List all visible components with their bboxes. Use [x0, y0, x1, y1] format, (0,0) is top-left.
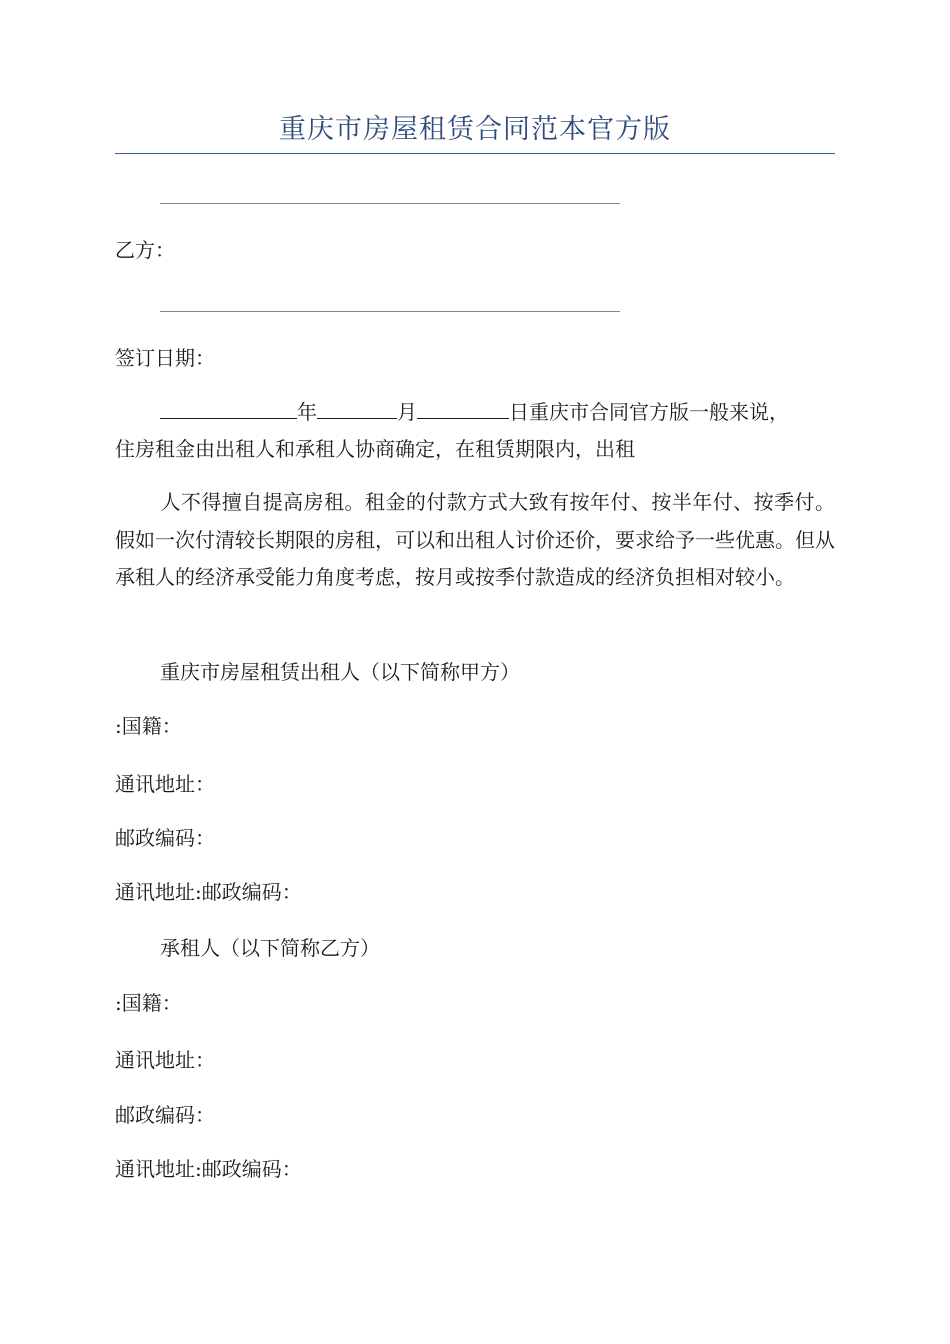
year-blank — [160, 398, 297, 419]
lessor-postcode: 邮政编码： — [115, 826, 215, 850]
sign-date-label: 签订日期： — [115, 346, 215, 370]
document-title: 重庆市房屋租赁合同范本官方版 — [279, 114, 671, 145]
lessee-address: 通讯地址： — [115, 1048, 215, 1072]
month-label: 月 — [397, 400, 417, 424]
rent-paragraph — [115, 484, 835, 597]
rent-paragraph-text: 人不得擅自提高房租。租金的付款方式大致有按年付、按半年付、按季付。假如一次付清较长期限的房租，可以和出租人讨价还价，要求给予一些优惠。但从承租人的经济承受能力角度考虑，按月或按季付款造成的经济负担相对较小。 — [115, 490, 835, 589]
month-blank — [317, 398, 397, 419]
date-fill-line — [160, 398, 835, 425]
lessee-address-postcode: 通讯地址:邮政编码： — [115, 1157, 302, 1181]
day-text: 日重庆市合同官方版一般来说， — [509, 400, 789, 424]
year-label: 年 — [297, 400, 317, 424]
lessor-heading: 重庆市房屋租赁出租人（以下简称甲方） — [160, 660, 520, 684]
lessor-address-postcode: 通讯地址:邮政编码： — [115, 880, 302, 904]
party-a-blank-line — [160, 203, 620, 204]
party-b-label: 乙方： — [115, 238, 175, 262]
title-underline — [115, 153, 835, 154]
lessor-nationality: :国籍： — [115, 714, 182, 738]
lessor-address: 通讯地址： — [115, 772, 215, 796]
lessee-nationality: :国籍： — [115, 991, 182, 1015]
lessee-postcode: 邮政编码： — [115, 1103, 215, 1127]
party-b-blank-line — [160, 311, 620, 312]
lessee-heading: 承租人（以下简称乙方） — [160, 936, 380, 960]
day-blank — [417, 398, 509, 419]
date-continuation: 住房租金由出租人和承租人协商确定，在租赁期限内，出租 — [115, 437, 635, 461]
